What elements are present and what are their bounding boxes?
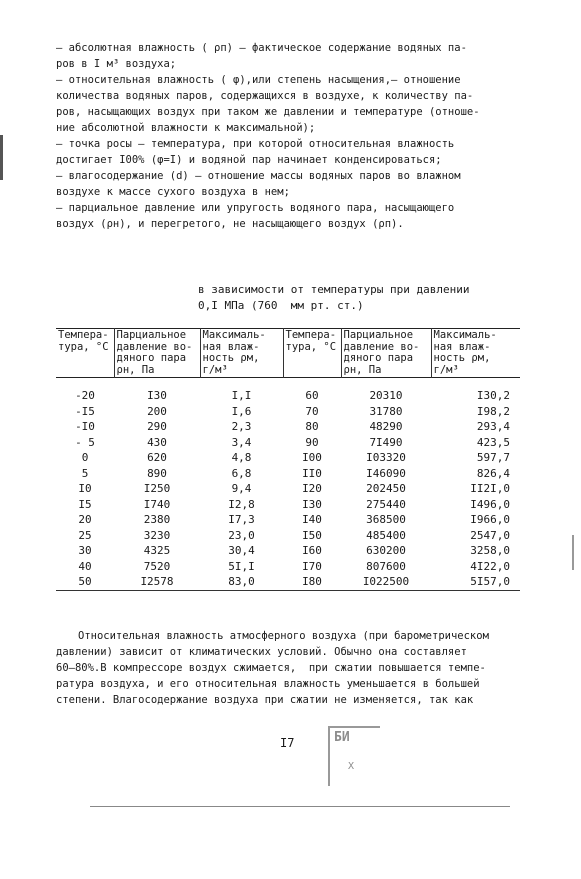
table-cell: 4325	[143, 544, 171, 557]
table-caption-line: 0,I МПа (760 мм рт. ст.)	[198, 299, 364, 312]
table-cell: 3,4	[231, 435, 252, 449]
table-cell: II2I,0	[470, 482, 510, 495]
table-cell: I2,8	[228, 497, 255, 511]
text-line: – абсолютная влажность ( ρп) – фактическое содержание водяных па-	[56, 42, 467, 54]
table-cell: 9,4	[231, 482, 252, 495]
steam-table	[56, 328, 520, 591]
margin-binding-mark	[0, 135, 3, 180]
table-row	[56, 512, 520, 528]
table-cell: I30	[302, 497, 322, 511]
library-stamp	[328, 726, 380, 786]
table-cell: I966,0	[470, 513, 510, 526]
table-cell: 83,0	[228, 575, 255, 588]
table-cell: 40	[78, 559, 92, 573]
text-line: ние абсолютной влажности к максимальной);	[56, 122, 316, 134]
table-cell: 0	[81, 451, 89, 464]
text-line: воздухе к массе сухого воздуха в нем;	[56, 186, 290, 198]
table-row	[56, 404, 520, 420]
table-cell: I98,2	[476, 404, 510, 418]
table-cell: 30,4	[228, 544, 255, 557]
table-cell: 826,4	[476, 466, 510, 480]
margin-scan-mark	[572, 535, 574, 570]
table-cell: 485400	[366, 528, 406, 542]
table-cell: I2578	[140, 575, 174, 588]
table-row	[56, 543, 520, 559]
table-cell: 4I22,0	[470, 559, 510, 573]
table-cell: 50	[78, 575, 92, 588]
table-cell: 368500	[366, 513, 406, 526]
table-cell: I03320	[366, 451, 406, 464]
stamp-text: Х	[348, 761, 355, 772]
table-caption	[78, 266, 518, 314]
table-cell: I30	[147, 389, 167, 402]
table-row	[56, 497, 520, 513]
bottom-divider	[90, 806, 510, 807]
table-cell: 7I490	[369, 435, 403, 449]
table-cell: 890	[147, 466, 167, 480]
table-cell: I,I	[231, 389, 252, 402]
table-cell: 25	[78, 528, 92, 542]
table-cell: 23,0	[228, 528, 255, 542]
text-line: давлении) зависит от климатических условий. Обычно она составляет	[56, 646, 467, 658]
table-cell: 20310	[369, 389, 403, 402]
text-line: – точка росы – температура, при которой относительная влажность	[56, 138, 455, 150]
page-number: I7	[280, 736, 295, 750]
table-cell: 6,8	[231, 466, 252, 480]
column-header-temperature: Темпера- тура, °C	[58, 329, 109, 353]
table-cell: 430	[147, 435, 167, 449]
column-header-temperature: Темпера- тура, °C	[283, 329, 341, 378]
table-cell: 3258,0	[470, 544, 510, 557]
table-cell: - 5	[75, 435, 95, 449]
table-cell: 90	[305, 435, 319, 449]
table-cell: II0	[302, 466, 322, 480]
table-cell: 620	[147, 451, 167, 464]
text-line: 60–80%.В компрессоре воздух сжимается, при сжатии повышается темпе-	[56, 662, 486, 674]
text-line: Относительная влажность атмосферного воздуха (при барометрическом	[78, 630, 489, 642]
body-paragraph	[56, 628, 521, 708]
table-header-row	[56, 329, 520, 378]
column-header-partial-pressure: Парциальное давление во- дяного пара ρн, Па	[341, 329, 431, 378]
table-cell: I60	[302, 544, 322, 557]
text-line: ров в I м³ воздуха;	[56, 58, 177, 70]
table-cell: -I5	[75, 404, 95, 418]
table-cell: 5I57,0	[470, 575, 510, 588]
text-line: ратура воздуха, и его относительная влажность уменьшается в большей	[56, 678, 480, 690]
table-cell: 807600	[366, 559, 406, 573]
table-cell: 3230	[143, 528, 171, 542]
table-cell: 60	[305, 389, 319, 402]
table-row	[56, 481, 520, 497]
table-cell: -20	[75, 389, 95, 402]
table-cell: I,6	[231, 404, 252, 418]
table-cell: 31780	[369, 404, 403, 418]
table-cell: 80	[305, 420, 319, 433]
table-cell: 30	[78, 544, 92, 557]
table-cell: I7,3	[228, 513, 255, 526]
table-cell: 5I,I	[228, 559, 255, 573]
text-line: количества водяных паров, содержащихся в воздухе, к количеству па-	[56, 90, 474, 102]
table-cell: 630200	[366, 544, 406, 557]
text-line: степени. Влагосодержание воздуха при сжатии не изменяется, так как	[56, 694, 474, 706]
table-cell: 7520	[143, 559, 171, 573]
table-cell: I0	[78, 482, 92, 495]
table-row	[56, 435, 520, 451]
text-line: ров, насыщающих воздух при таком же давлении и температуре (отноше-	[56, 106, 480, 118]
text-line: – парциальное давление или упругость водяного пара, насыщающего	[56, 202, 455, 214]
table-cell: I20	[302, 482, 322, 495]
table-cell: 2,3	[231, 420, 252, 433]
table-cell: 48290	[369, 420, 403, 433]
table-row	[56, 559, 520, 575]
table-cell: I46090	[366, 466, 406, 480]
table-cell: I496,0	[470, 497, 510, 511]
table-cell: 202450	[366, 482, 406, 495]
stamp-text: БИ	[334, 730, 350, 745]
table-cell: 293,4	[476, 420, 510, 433]
table-cell: 5	[81, 466, 89, 480]
table-cell: 2380	[143, 513, 171, 526]
text-line: – влагосодержание (d) – отношение массы водяных паров во влажном	[56, 170, 461, 182]
table-cell: 2547,0	[470, 528, 510, 542]
table-caption-line: в зависимости от температуры при давлении	[198, 283, 470, 296]
table-cell: 20	[78, 513, 92, 526]
table-cell: I5	[78, 497, 92, 511]
column-header-max-humidity: Максималь- ная влаж- ность ρм, г/м³	[200, 329, 283, 378]
column-header-max-humidity: Максималь- ная влаж- ность ρм, г/м³	[431, 329, 520, 378]
table-cell: 70	[305, 404, 319, 418]
table-cell: I022500	[362, 575, 410, 588]
table-row	[56, 450, 520, 466]
column-header-partial-pressure: Парциальное давление во- дяного пара ρн, Па	[114, 329, 200, 378]
table-cell: I40	[302, 513, 322, 526]
table-row	[56, 378, 520, 404]
text-line: воздух (ρн), и перегретого, не насыщающего воздух (ρп).	[56, 218, 404, 230]
table-cell: I30,2	[476, 389, 510, 402]
table-row	[56, 528, 520, 544]
definitions-paragraph	[56, 40, 521, 232]
table-cell: I50	[302, 528, 322, 542]
table-cell: 423,5	[476, 435, 510, 449]
table-cell: 4,8	[231, 451, 252, 464]
table-cell: 275440	[366, 497, 406, 511]
text-line: достигает I00% (φ=I) и водяной пар начинает конденсироваться;	[56, 154, 442, 166]
table-cell: 290	[147, 420, 167, 433]
table-cell: I740	[143, 497, 171, 511]
table-cell: 200	[147, 404, 167, 418]
table-cell: I250	[143, 482, 171, 495]
table-row	[56, 574, 520, 590]
table-cell: I80	[302, 575, 322, 588]
table-cell: 597,7	[476, 451, 510, 464]
table-cell: -I0	[75, 420, 95, 433]
table-cell: I70	[302, 559, 322, 573]
table-cell: I00	[302, 451, 322, 464]
text-line: – относительная влажность ( φ),или степень насыщения,– отношение	[56, 74, 461, 86]
table-row	[56, 419, 520, 435]
table-row	[56, 466, 520, 482]
